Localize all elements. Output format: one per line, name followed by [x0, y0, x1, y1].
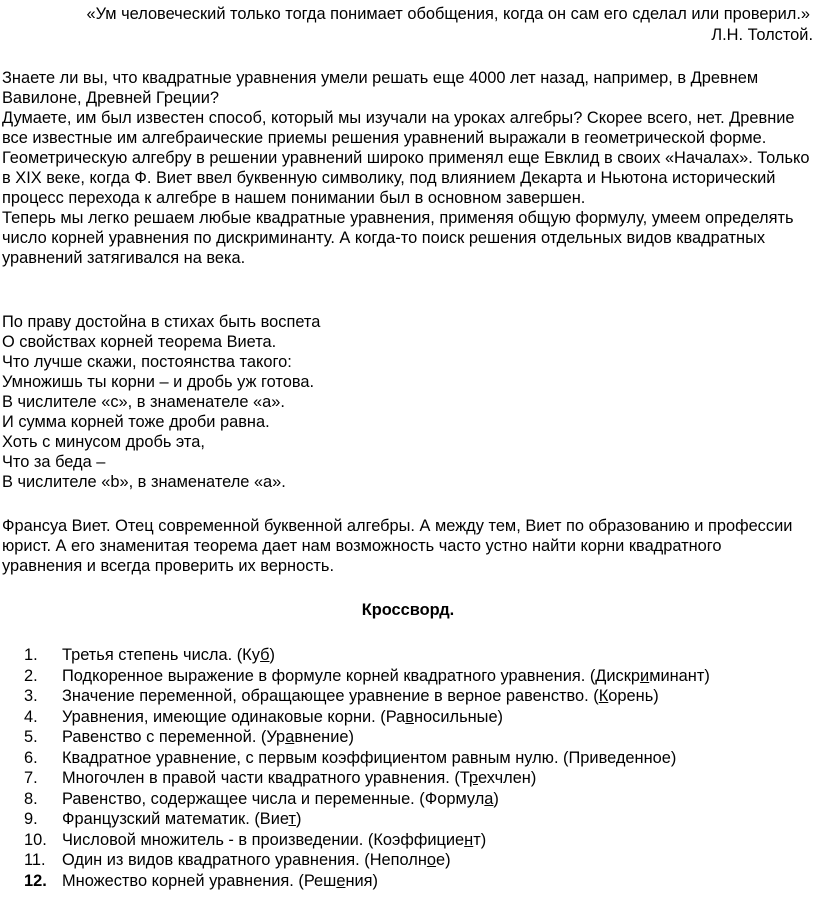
crossword-item: [0, 686, 800, 707]
clue-text-end: носильные): [413, 707, 504, 726]
crossword-item-text: [62, 830, 486, 850]
intro-paragraph: Думаете, им был известен способ, который мы изучали на уроках алгебры? Скорее всего, нет. Древние все известные им алгебраические приемы решения уравнений выражали в геометрической форме.: [2, 109, 795, 147]
clue-text: Множество корней уравнения. (Реш: [62, 871, 337, 890]
crossword-item-text: [62, 768, 536, 788]
poem-line: По праву достойна в стихах быть воспета: [2, 313, 321, 331]
crossword-item-text: [62, 727, 354, 747]
intro-paragraph: Теперь мы легко решаем любые квадратные уравнения, применяя общую формулу, умеем определять число корней уравнения по дискриминанту. А когда-то поиск решения отдельных видов квадратных уравнений затягивался на века.: [2, 209, 794, 267]
clue-text-end: е): [436, 851, 451, 869]
key-letter: т: [288, 810, 296, 828]
crossword-item-number: 8.: [24, 789, 38, 808]
crossword-item-number: 2.: [24, 666, 38, 685]
crossword-title: Кроссворд.: [361, 601, 455, 619]
crossword-item: [0, 830, 800, 851]
poem-line: Что лучше скажи, постоянства такого:: [2, 353, 292, 371]
clue-text: Уравнения, имеющие одинаковые корни. (Ра: [62, 707, 406, 726]
clue-text-end: орень): [608, 687, 659, 705]
clue-text-end: внение): [294, 728, 354, 746]
poem-line: Что за беда –: [2, 453, 106, 471]
key-letter: К: [598, 687, 609, 705]
crossword-item: [0, 666, 800, 687]
crossword-item: [0, 645, 800, 666]
clue-text: Третья степень числа. (Ку: [62, 646, 261, 664]
crossword-item-text: [62, 850, 451, 870]
poem-line: О свойствах корней теорема Виета.: [2, 333, 277, 351]
crossword-item-number: 4.: [24, 707, 38, 726]
clue-text: Значение переменной, обращающее уравнение в верное равенство. (: [62, 687, 599, 705]
crossword-item: [0, 707, 800, 728]
clue-text-end: т): [473, 830, 487, 849]
crossword-item-text: [62, 686, 659, 706]
key-letter: б: [260, 646, 270, 664]
crossword-item: [0, 850, 800, 871]
key-letter: р: [468, 769, 478, 787]
crossword-item-number: 1.: [24, 646, 38, 664]
clue-text-end: минант): [649, 666, 710, 685]
crossword-item-number: 7.: [24, 769, 38, 787]
crossword-list: [0, 645, 800, 891]
crossword-item-number: 10.: [24, 830, 47, 849]
crossword-item-number: 11.: [24, 851, 46, 869]
clue-text: Числовой множитель - в произведении. (Коэффицие: [62, 830, 465, 849]
crossword-item-number: 5.: [24, 728, 38, 746]
poem-line: Умножишь ты корни – и дробь уж готова.: [2, 373, 315, 391]
crossword-item: [0, 871, 800, 892]
poem-line: В числителе «с», в знаменателе «а».: [2, 393, 285, 411]
key-letter: е: [336, 871, 346, 890]
crossword-item-text: [62, 666, 710, 686]
crossword-item-text: [62, 707, 503, 727]
crossword-item-text: [62, 809, 301, 829]
crossword-item-text: [62, 789, 499, 809]
key-letter: в: [405, 707, 414, 726]
poem-line: В числителе «b», в знаменателе «а».: [2, 473, 286, 491]
clue-text: Один из видов квадратного уравнения. (Неполн: [62, 851, 427, 869]
crossword-item: [0, 789, 800, 810]
crossword-item-text: [62, 645, 275, 665]
clue-text-end: ): [493, 789, 499, 808]
key-letter: о: [426, 851, 437, 869]
crossword-item-number: 9.: [24, 810, 38, 828]
clue-text: Равенство с переменной. (Ур: [62, 728, 286, 746]
clue-text: Французский математик. (Вие: [62, 810, 289, 828]
viet-paragraph: Франсуа Виет. Отец современной буквенной алгебры. А между тем, Виет по образованию и профессии юрист. А его знаменитая теорема дает нам возможность часто устно найти корни квадратного уравнения и всегда проверить их верность.: [2, 517, 793, 575]
clue-text: Многочлен в правой части квадратного уравнения. (Т: [62, 769, 469, 787]
intro-paragraph: Геометрическую алгебру в решении уравнений широко применял еще Евклид в своих «Началах». Только в XIX веке, когда Ф. Виет ввел буквенную символику, под влиянием Декарта и Ньютона исторический процесс перехода к алгебре в нашем понимании был в основном завершен.: [2, 149, 810, 207]
crossword-item: [0, 727, 800, 748]
intro-text: [2, 68, 812, 268]
crossword-item-number: 3.: [24, 687, 38, 705]
clue-text-end: ехчлен): [478, 769, 537, 787]
key-letter: а: [484, 789, 494, 808]
clue-text: Равенство, содержащее числа и переменные. (Формул: [62, 789, 485, 808]
clue-text-end: ): [269, 646, 275, 664]
clue-text: Подкоренное выражение в формуле корней квадратного уравнения. (Дискр: [62, 666, 641, 685]
crossword-item-text: [62, 748, 676, 768]
crossword-item-number: 6.: [24, 748, 38, 767]
clue-text-end: ): [295, 810, 302, 828]
key-letter: н: [464, 830, 474, 849]
key-letter: и: [640, 666, 650, 685]
crossword-item: [0, 809, 800, 830]
key-letter: а: [285, 728, 295, 746]
crossword-item-text: [62, 871, 378, 891]
epigraph-author: Л.Н. Толстой.: [711, 26, 813, 44]
poem: [2, 312, 320, 492]
crossword-item: [0, 768, 800, 789]
poem-line: И сумма корней тоже дроби равна.: [2, 413, 270, 431]
intro-paragraph: Знаете ли вы, что квадратные уравнения умели решать еще 4000 лет назад, например, в Древнем Вавилоне, Древней Греции?: [2, 69, 759, 107]
crossword-item: [0, 748, 800, 769]
crossword-item-number: 12.: [24, 871, 47, 890]
epigraph-quote: «Ум человеческий только тогда понимает обобщения, когда он сам его сделал или проверил.»: [86, 5, 810, 23]
clue-text-end: ния): [345, 871, 378, 890]
poem-line: Хоть с минусом дробь эта,: [2, 433, 205, 451]
clue-text: Квадратное уравнение, с первым коэффициентом равным нулю. (Приведенное): [62, 748, 677, 767]
